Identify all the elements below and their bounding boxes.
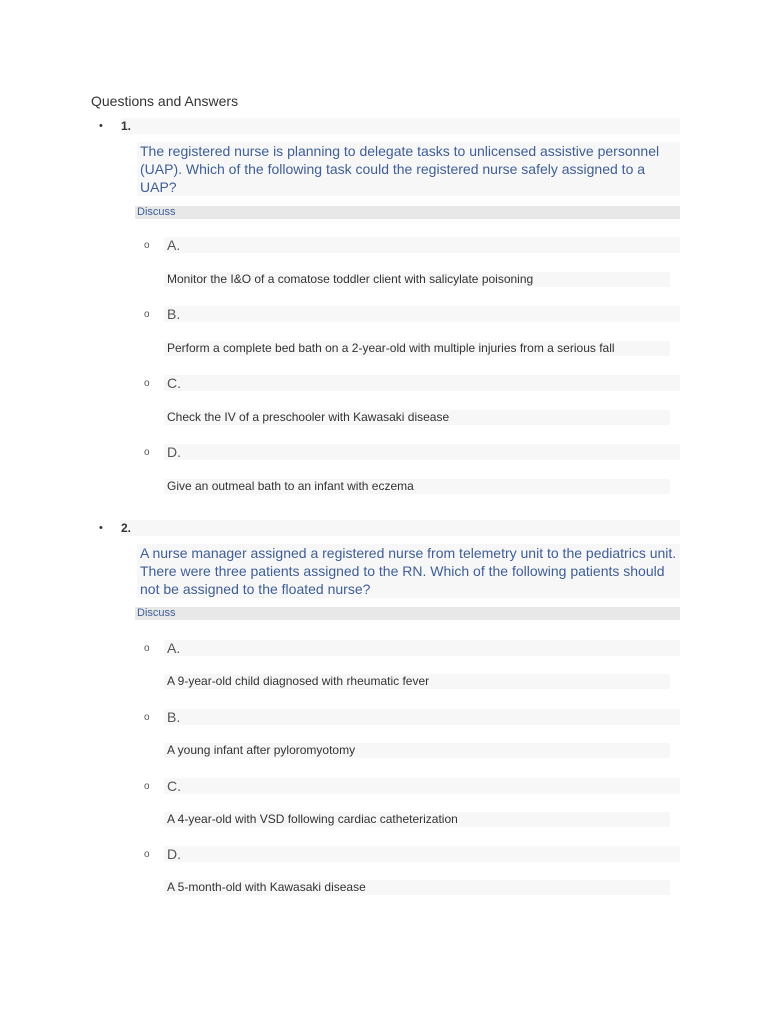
option-text-row[interactable] (164, 880, 670, 895)
option-text: Check the IV of a preschooler with Kawasaki disease (167, 410, 450, 424)
option-letter: A. (167, 237, 181, 253)
option-text-row[interactable] (164, 812, 670, 827)
option-text-row[interactable] (164, 341, 670, 356)
option-text: A 9-year-old child diagnosed with rheumatic fever (167, 674, 430, 688)
option-bullet: o (144, 240, 150, 251)
question-bullet: • (99, 120, 103, 132)
discuss-bar (135, 607, 680, 620)
question-bullet: • (99, 522, 103, 534)
option-letter-row[interactable] (164, 640, 680, 656)
option-bullet: o (144, 378, 150, 389)
option-bullet: o (144, 781, 150, 792)
option-text: A young infant after pyloromyotomy (167, 743, 356, 757)
option-text: Monitor the I&O of a comatose toddler client with salicylate poisoning (167, 272, 534, 286)
option-text-row[interactable] (164, 479, 670, 494)
option-text-row[interactable] (164, 272, 670, 287)
option-bullet: o (144, 447, 150, 458)
option-letter: A. (167, 640, 181, 656)
question-text: A nurse manager assigned a registered nurse from telemetry unit to the pediatrics unit. There were three patients assigned to the RN. Which of the following patients should not be assigned to the floated nurse? (140, 545, 677, 597)
question-number: 1. (121, 119, 132, 133)
option-text: A 5-month-old with Kawasaki disease (167, 880, 366, 894)
discuss-bar (135, 206, 680, 219)
page-title: Questions and Answers (91, 93, 239, 109)
option-letter-row[interactable] (164, 375, 680, 391)
option-text-row[interactable] (164, 674, 670, 689)
option-bullet: o (144, 849, 150, 860)
option-bullet: o (144, 643, 150, 654)
option-letter-row[interactable] (164, 778, 680, 794)
option-text: Perform a complete bed bath on a 2-year-old with multiple injuries from a serious fall (167, 341, 615, 355)
option-letter-row[interactable] (164, 306, 680, 322)
option-letter-row[interactable] (164, 237, 680, 253)
option-text: Give an outmeal bath to an infant with eczema (167, 479, 414, 493)
option-bullet: o (144, 712, 150, 723)
option-letter: C. (167, 778, 181, 794)
question-text-box (137, 142, 680, 196)
question-number-row (121, 118, 680, 134)
option-letter: D. (167, 846, 181, 862)
option-letter-row[interactable] (164, 846, 680, 862)
question-text: The registered nurse is planning to delegate tasks to unlicensed assistive personnel (UAP). Which of the following task could the registered nurse safely assigned to a UAP? (140, 143, 660, 195)
option-text-row[interactable] (164, 410, 670, 425)
discuss-link[interactable]: Discuss (137, 607, 176, 619)
option-letter: B. (167, 709, 181, 725)
question-number-row (121, 520, 680, 536)
option-letter-row[interactable] (164, 709, 680, 725)
option-letter: B. (167, 306, 181, 322)
option-text-row[interactable] (164, 743, 670, 758)
option-text: A 4-year-old with VSD following cardiac catheterization (167, 812, 458, 826)
option-letter: C. (167, 375, 181, 391)
option-bullet: o (144, 309, 150, 320)
discuss-link[interactable]: Discuss (137, 206, 176, 218)
question-number: 2. (121, 521, 132, 535)
question-text-box (137, 544, 680, 598)
option-letter: D. (167, 444, 181, 460)
option-letter-row[interactable] (164, 444, 680, 460)
